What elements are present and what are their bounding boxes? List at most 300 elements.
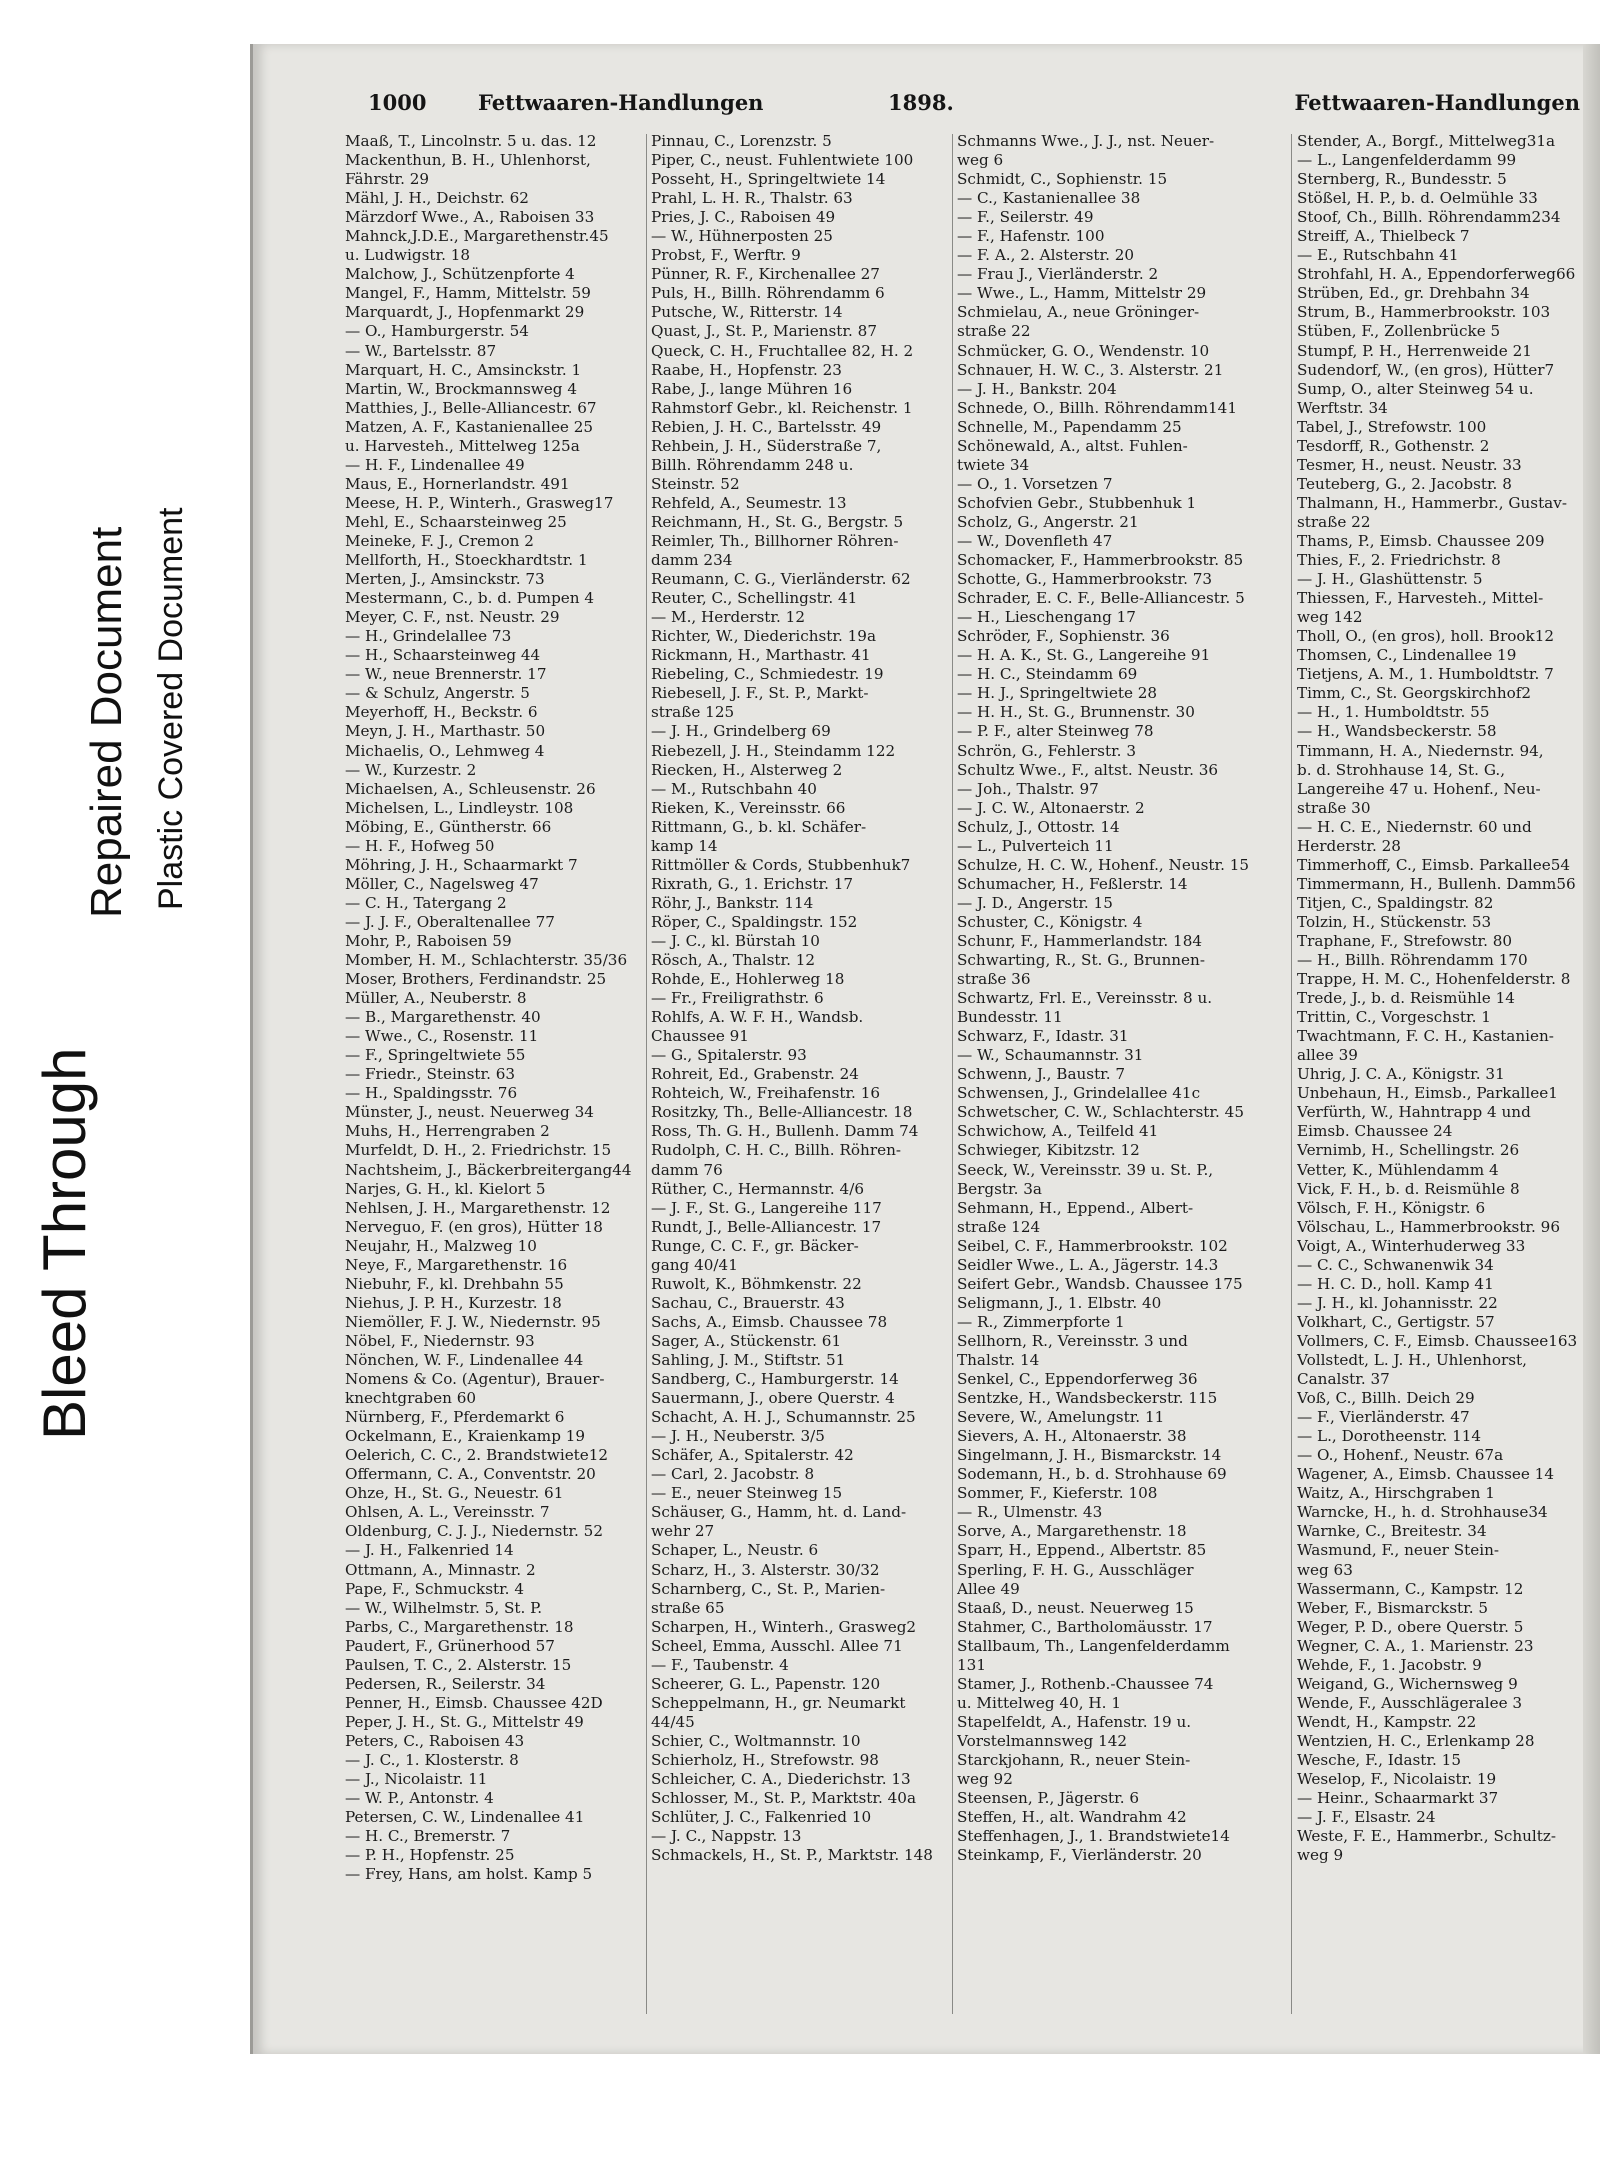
directory-entry: Severe, W., Amelungstr. 11 bbox=[957, 1408, 1165, 1427]
directory-entry: Seidler Wwe., L. A., Jägerstr. 14.3 bbox=[957, 1255, 1219, 1274]
directory-entry: Meineke, F. J., Cremon 2 bbox=[345, 531, 534, 550]
directory-entry: Wegner, C. A., 1. Marienstr. 23 bbox=[1297, 1636, 1534, 1655]
directory-entry: Rehfeld, A., Seumestr. 13 bbox=[651, 493, 847, 512]
directory-entry: Volkhart, C., Gertigstr. 57 bbox=[1297, 1312, 1495, 1331]
directory-entry: — F., Taubenstr. 4 bbox=[651, 1655, 789, 1674]
directory-entry: Sachau, C., Brauerstr. 43 bbox=[651, 1293, 845, 1312]
directory-entry: — C., Kastanienallee 38 bbox=[957, 189, 1141, 208]
directory-entry: Nachtsheim, J., Bäckerbreitergang44 bbox=[345, 1160, 632, 1179]
directory-entry: Schunr, F., Hammerlandstr. 184 bbox=[957, 931, 1203, 950]
directory-entry: Narjes, G. H., kl. Kielort 5 bbox=[345, 1179, 546, 1198]
directory-entry: Murfeldt, D. H., 2. Friedrichstr. 15 bbox=[345, 1141, 612, 1160]
directory-entry: Vorstelmannsweg 142 bbox=[957, 1731, 1128, 1750]
directory-entry: — C. H., Tatergang 2 bbox=[345, 893, 507, 912]
directory-entry: Rabe, J., lange Mühren 16 bbox=[651, 379, 853, 398]
directory-entry: — W., Bartelsstr. 87 bbox=[345, 341, 497, 360]
directory-entry: weg 92 bbox=[957, 1770, 1013, 1789]
directory-entry: Thalstr. 14 bbox=[957, 1351, 1040, 1369]
directory-entry: Stender, A., Borgf., Mittelweg31a bbox=[1297, 132, 1556, 150]
directory-entry: Senkel, C., Eppendorferweg 36 bbox=[957, 1370, 1198, 1389]
directory-entry: Sellhorn, R., Vereinsstr. 3 und bbox=[957, 1331, 1188, 1350]
directory-entry: Trittin, C., Vorgeschstr. 1 bbox=[1297, 1008, 1491, 1027]
directory-entry: Parbs, C., Margarethenstr. 18 bbox=[345, 1617, 574, 1636]
directory-entry: Stumpf, P. H., Herrenweide 21 bbox=[1297, 341, 1532, 360]
directory-entry: Scharz, H., 3. Alsterstr. 30/32 bbox=[651, 1560, 880, 1579]
directory-entry: — Frey, Hans, am holst. Kamp 5 bbox=[345, 1865, 593, 1884]
directory-entry: 44/45 bbox=[651, 1712, 695, 1731]
directory-entry: Weigand, G., Wichernsweg 9 bbox=[1297, 1674, 1518, 1693]
directory-column-1 bbox=[345, 132, 663, 1884]
directory-entry: Rahmstorf Gebr., kl. Reichenstr. 1 bbox=[651, 398, 913, 417]
directory-entry: Maus, E., Hornerlandstr. 491 bbox=[345, 474, 570, 493]
directory-entry: Stamer, J., Rothenb.-Chaussee 74 bbox=[957, 1674, 1214, 1693]
directory-entry: gang 40/41 bbox=[651, 1255, 738, 1274]
directory-entry: Sommer, F., Kieferstr. 108 bbox=[957, 1484, 1158, 1503]
directory-entry: Sahling, J. M., Stiftstr. 51 bbox=[651, 1351, 846, 1369]
directory-entry: Schulz, J., Ottostr. 14 bbox=[957, 817, 1120, 836]
directory-entry: Raabe, H., Hopfenstr. 23 bbox=[651, 360, 842, 379]
directory-entry: Mähl, J. H., Deichstr. 62 bbox=[345, 189, 529, 208]
directory-entry: Scholz, G., Angerstr. 21 bbox=[957, 512, 1139, 531]
directory-entry: — H. F., Hofweg 50 bbox=[345, 836, 495, 855]
directory-entry: Trappe, H. M. C., Hohenfelderstr. 8 bbox=[1297, 970, 1571, 989]
directory-entry: Pünner, R. F., Kirchenallee 27 bbox=[651, 265, 880, 284]
directory-entry: — Friedr., Steinstr. 63 bbox=[345, 1065, 516, 1084]
directory-entry: — Carl, 2. Jacobstr. 8 bbox=[651, 1465, 815, 1484]
directory-entry: Rittmöller & Cords, Stubbenhuk7 bbox=[651, 855, 911, 874]
directory-entry: — & Schulz, Angerstr. 5 bbox=[345, 684, 530, 703]
directory-entry: Steffenhagen, J., 1. Brandstwiete14 bbox=[957, 1827, 1230, 1846]
directory-entry: — Heinr., Schaarmarkt 37 bbox=[1297, 1789, 1499, 1808]
directory-entry: Nerveguo, F. (en gros), Hütter 18 bbox=[345, 1217, 603, 1236]
directory-entry: Pedersen, R., Seilerstr. 34 bbox=[345, 1674, 546, 1693]
header-year: 1898. bbox=[888, 90, 954, 115]
directory-entry: Schotte, G., Hammerbrookstr. 73 bbox=[957, 570, 1213, 589]
directory-entry: Reuter, C., Schellingstr. 41 bbox=[651, 589, 858, 608]
directory-entry: Rieken, K., Vereinsstr. 66 bbox=[651, 798, 846, 817]
directory-entry: — J. F., Elsastr. 24 bbox=[1297, 1808, 1436, 1827]
directory-entry: Möhring, J. H., Schaarmarkt 7 bbox=[345, 855, 578, 874]
directory-entry: Fährstr. 29 bbox=[345, 170, 430, 189]
directory-entry: — W., Schaumannstr. 31 bbox=[957, 1046, 1144, 1065]
directory-entry: — H. C. D., holl. Kamp 41 bbox=[1297, 1274, 1494, 1293]
directory-entry: Stallbaum, Th., Langenfelderdamm bbox=[957, 1636, 1230, 1655]
page-edge bbox=[1583, 44, 1600, 2054]
page-header bbox=[368, 90, 1580, 122]
directory-entry: weg 6 bbox=[957, 151, 1004, 170]
directory-entry: Rösch, A., Thalstr. 12 bbox=[651, 951, 816, 970]
directory-entry: Meyer, C. F., nst. Neustr. 29 bbox=[345, 608, 560, 627]
directory-entry: Sodemann, H., b. d. Strohhause 69 bbox=[957, 1465, 1227, 1484]
directory-entry: — H. C. E., Niedernstr. 60 und bbox=[1297, 817, 1532, 836]
directory-entry: knechtgraben 60 bbox=[345, 1389, 477, 1408]
bleed-through-label: Bleed Through bbox=[31, 1047, 98, 1440]
directory-entry: Schönewald, A., altst. Fuhlen- bbox=[957, 436, 1188, 455]
directory-entry: straße 124 bbox=[957, 1217, 1041, 1236]
directory-entry: Ross, Th. G. H., Bullenh. Damm 74 bbox=[651, 1122, 919, 1141]
directory-entry: Stüben, F., Zollenbrücke 5 bbox=[1297, 322, 1501, 341]
directory-entry: Rickmann, H., Marthastr. 41 bbox=[651, 646, 871, 665]
column-divider bbox=[1291, 134, 1292, 2014]
directory-entry: Reimler, Th., Billhorner Röhren- bbox=[651, 531, 899, 550]
directory-entry: Schuster, C., Königstr. 4 bbox=[957, 912, 1143, 931]
directory-entry: Paudert, F., Grünerhood 57 bbox=[345, 1636, 555, 1655]
directory-entry: Michaelsen, A., Schleusenstr. 26 bbox=[345, 779, 596, 798]
directory-entry: Ohze, H., St. G., Neuestr. 61 bbox=[345, 1484, 564, 1503]
directory-entry: — H. H., St. G., Brunnenstr. 30 bbox=[957, 703, 1195, 722]
directory-entry: Scheerer, G. L., Papenstr. 120 bbox=[651, 1674, 881, 1693]
directory-entry: Puls, H., Billh. Röhrendamm 6 bbox=[651, 284, 885, 303]
directory-entry: Uhrig, J. C. A., Königstr. 31 bbox=[1297, 1065, 1505, 1084]
directory-entry: Singelmann, J. H., Bismarckstr. 14 bbox=[957, 1446, 1222, 1465]
directory-entry: Völschau, L., Hammerbrookstr. 96 bbox=[1297, 1217, 1561, 1236]
directory-entry: Rohlfs, A. W. F. H., Wandsb. bbox=[651, 1008, 864, 1027]
directory-entry: Schierholz, H., Strefowstr. 98 bbox=[651, 1750, 879, 1769]
directory-entry: straße 125 bbox=[651, 703, 735, 722]
directory-entry: Schäuser, G., Hamm, ht. d. Land- bbox=[651, 1503, 907, 1522]
directory-entry: Richter, W., Diederichstr. 19a bbox=[651, 627, 877, 646]
directory-entry: Probst, F., Werftr. 9 bbox=[651, 246, 801, 265]
directory-entry: Seibel, C. F., Hammerbrookstr. 102 bbox=[957, 1236, 1228, 1255]
directory-entry: Tabel, J., Strefowstr. 100 bbox=[1297, 417, 1487, 436]
directory-entry: Möller, C., Nagelsweg 47 bbox=[345, 874, 539, 893]
directory-entry: Schrader, E. C. F., Belle-Alliancestr. 5 bbox=[957, 589, 1245, 608]
directory-entry: Matzen, A. F., Kastanienallee 25 bbox=[345, 417, 594, 436]
directory-entry: Sauermann, J., obere Querstr. 4 bbox=[651, 1389, 895, 1408]
directory-entry: Weste, F. E., Hammerbr., Schultz- bbox=[1297, 1827, 1557, 1846]
directory-entry: Meese, H. P., Winterh., Grasweg17 bbox=[345, 493, 614, 512]
directory-entry: Steensen, P., Jägerstr. 6 bbox=[957, 1789, 1140, 1808]
directory-entry: b. d. Strohhause 14, St. G., bbox=[1297, 760, 1506, 779]
directory-entry: — F., Vierländerstr. 47 bbox=[1297, 1408, 1470, 1427]
directory-entry: Wassermann, C., Kampstr. 12 bbox=[1297, 1579, 1524, 1598]
directory-entry: Oelerich, C. C., 2. Brandstwiete12 bbox=[345, 1446, 609, 1465]
directory-entry: Pape, F., Schmuckstr. 4 bbox=[345, 1579, 524, 1598]
directory-entry: Vetter, K., Mühlendamm 4 bbox=[1297, 1160, 1499, 1179]
directory-entry: Malchow, J., Schützenpforte 4 bbox=[345, 265, 575, 284]
directory-column-4 bbox=[1297, 132, 1600, 1865]
directory-entry: Schlosser, M., St. P., Marktstr. 40a bbox=[651, 1789, 917, 1808]
directory-entry: — W., Wilhelmstr. 5, St. P. bbox=[345, 1598, 543, 1617]
directory-entry: straße 30 bbox=[1297, 798, 1371, 817]
directory-entry: — L., Dorotheenstr. 114 bbox=[1297, 1427, 1482, 1446]
directory-entry: Offermann, C. A., Conventstr. 20 bbox=[345, 1465, 596, 1484]
directory-entry: Mellforth, H., Stoeckhardtstr. 1 bbox=[345, 551, 588, 570]
directory-entry: Unbehaun, H., Eimsb., Parkallee1 bbox=[1297, 1084, 1558, 1103]
directory-entry: Chaussee 91 bbox=[651, 1027, 749, 1046]
directory-entry: — H. J., Springeltwiete 28 bbox=[957, 684, 1158, 703]
directory-entry: Müller, A., Neuberstr. 8 bbox=[345, 989, 527, 1008]
directory-entry: wehr 27 bbox=[651, 1522, 715, 1541]
directory-entry: Trede, J., b. d. Reismühle 14 bbox=[1297, 989, 1515, 1008]
directory-entry: Schumacher, H., Feßlerstr. 14 bbox=[957, 874, 1188, 893]
directory-entry: — R., Zimmerpforte 1 bbox=[957, 1312, 1125, 1331]
directory-entry: Michaelis, O., Lehmweg 4 bbox=[345, 741, 545, 760]
directory-entry: Putsche, W., Ritterstr. 14 bbox=[651, 303, 843, 322]
directory-entry: Mehl, E., Schaarsteinweg 25 bbox=[345, 512, 567, 531]
directory-entry: Bundesstr. 11 bbox=[957, 1008, 1063, 1027]
directory-entry: Steinkamp, F., Vierländerstr. 20 bbox=[957, 1846, 1202, 1865]
directory-entry: Rebien, J. H. C., Bartelsstr. 49 bbox=[651, 417, 882, 436]
directory-entry: Strohfahl, H. A., Eppendorferweg66 bbox=[1297, 265, 1576, 284]
directory-entry: Nomens & Co. (Agentur), Brauer- bbox=[345, 1370, 605, 1389]
directory-entry: Schomacker, F., Hammerbrookstr. 85 bbox=[957, 551, 1244, 570]
directory-entry: Thiessen, F., Harvesteh., Mittel- bbox=[1297, 589, 1544, 608]
directory-entry: u. Ludwigstr. 18 bbox=[345, 246, 471, 265]
directory-entry: Pries, J. C., Raboisen 49 bbox=[651, 208, 836, 227]
directory-entry: Oldenburg, C. J. J., Niedernstr. 52 bbox=[345, 1522, 603, 1541]
directory-entry: — Wwe., C., Rosenstr. 11 bbox=[345, 1027, 539, 1046]
directory-entry: — H., Spaldingsstr. 76 bbox=[345, 1084, 518, 1103]
directory-entry: — E., Rutschbahn 41 bbox=[1297, 246, 1459, 265]
directory-entry: weg 142 bbox=[1297, 608, 1363, 627]
directory-entry: Sperling, F. H. G., Ausschläger bbox=[957, 1560, 1194, 1579]
directory-entry: straße 22 bbox=[957, 322, 1031, 341]
directory-entry: Teuteberg, G., 2. Jacobstr. 8 bbox=[1297, 474, 1512, 493]
directory-entry: — J. C., Nappstr. 13 bbox=[651, 1827, 802, 1846]
directory-entry: — H., Grindelallee 73 bbox=[345, 627, 512, 646]
directory-column-2 bbox=[651, 132, 969, 1865]
directory-entry: Meyn, J. H., Marthastr. 50 bbox=[345, 722, 546, 741]
directory-entry: — M., Herderstr. 12 bbox=[651, 608, 805, 627]
directory-entry: Thams, P., Eimsb. Chaussee 209 bbox=[1297, 531, 1545, 550]
directory-entry: Eimsb. Chaussee 24 bbox=[1297, 1122, 1453, 1141]
directory-entry: Meyerhoff, H., Beckstr. 6 bbox=[345, 703, 538, 722]
directory-entry: kamp 14 bbox=[651, 836, 718, 855]
directory-entry: Nönchen, W. F., Lindenallee 44 bbox=[345, 1351, 584, 1369]
directory-entry: Märzdorf Wwe., A., Raboisen 33 bbox=[345, 208, 595, 227]
directory-entry: Weselop, F., Nicolaistr. 19 bbox=[1297, 1770, 1497, 1789]
directory-entry: Timm, C., St. Georgskirchhof2 bbox=[1297, 684, 1532, 703]
directory-entry: Wesche, F., Idastr. 15 bbox=[1297, 1750, 1461, 1769]
directory-entry: Voß, C., Billh. Deich 29 bbox=[1297, 1389, 1475, 1408]
directory-entry: straße 36 bbox=[957, 970, 1031, 989]
directory-entry: Rohreit, Ed., Grabenstr. 24 bbox=[651, 1065, 859, 1084]
directory-entry: Weger, P. D., obere Querstr. 5 bbox=[1297, 1617, 1524, 1636]
directory-entry: Thomsen, C., Lindenallee 19 bbox=[1297, 646, 1517, 665]
directory-entry: 131 bbox=[957, 1655, 986, 1674]
directory-entry: Schmanns Wwe., J. J., nst. Neuer- bbox=[957, 132, 1215, 150]
directory-entry: Werftstr. 34 bbox=[1297, 398, 1388, 417]
directory-entry: Twachtmann, F. C. H., Kastanien- bbox=[1297, 1027, 1554, 1046]
directory-entry: Vick, F. H., b. d. Reismühle 8 bbox=[1297, 1179, 1520, 1198]
directory-entry: Stößel, H. P., b. d. Oelmühle 33 bbox=[1297, 189, 1538, 208]
directory-entry: Wehde, F., 1. Jacobstr. 9 bbox=[1297, 1655, 1482, 1674]
directory-entry: Nöbel, F., Niedernstr. 93 bbox=[345, 1331, 535, 1350]
directory-entry: — O., 1. Vorsetzen 7 bbox=[957, 474, 1113, 493]
directory-entry: Schaper, L., Neustr. 6 bbox=[651, 1541, 819, 1560]
directory-entry: Sager, A., Stückenstr. 61 bbox=[651, 1331, 842, 1350]
directory-entry: Michelsen, L., Lindleystr. 108 bbox=[345, 798, 574, 817]
directory-entry: Prahl, L. H. R., Thalstr. 63 bbox=[651, 189, 853, 208]
directory-entry: Schmielau, A., neue Gröninger- bbox=[957, 303, 1200, 322]
directory-entry: u. Mittelweg 40, H. 1 bbox=[957, 1693, 1121, 1712]
directory-entry: Posseht, H., Springeltwiete 14 bbox=[651, 170, 886, 189]
directory-entry: — J. C. W., Altonaerstr. 2 bbox=[957, 798, 1145, 817]
directory-entry: Tesdorff, R., Gothenstr. 2 bbox=[1297, 436, 1490, 455]
directory-entry: Sorve, A., Margarethenstr. 18 bbox=[957, 1522, 1187, 1541]
directory-entry: — J. H., Glashüttenstr. 5 bbox=[1297, 570, 1483, 589]
directory-entry: Rositzky, Th., Belle-Alliancestr. 18 bbox=[651, 1103, 913, 1122]
directory-entry: Voigt, A., Winterhuderweg 33 bbox=[1297, 1236, 1526, 1255]
directory-entry: — H., Billh. Röhrendamm 170 bbox=[1297, 951, 1528, 970]
directory-entry: — H. F., Lindenallee 49 bbox=[345, 455, 525, 474]
directory-entry: Wentzien, H. C., Erlenkamp 28 bbox=[1297, 1731, 1535, 1750]
directory-entry: Starckjohann, R., neuer Stein- bbox=[957, 1750, 1191, 1769]
directory-entry: weg 9 bbox=[1297, 1846, 1344, 1865]
directory-entry: Niebuhr, F., kl. Drehbahn 55 bbox=[345, 1274, 564, 1293]
directory-entry: Völsch, F. H., Königstr. 6 bbox=[1297, 1198, 1486, 1217]
directory-entry: — P. H., Hopfenstr. 25 bbox=[345, 1846, 515, 1865]
directory-entry: Wasmund, F., neuer Stein- bbox=[1297, 1541, 1500, 1560]
directory-entry: Scheel, Emma, Ausschl. Allee 71 bbox=[651, 1636, 903, 1655]
directory-entry: — L., Langenfelderdamm 99 bbox=[1297, 151, 1517, 170]
directory-entry: Schulze, H. C. W., Hohenf., Neustr. 15 bbox=[957, 855, 1250, 874]
directory-entry: Seifert Gebr., Wandsb. Chaussee 175 bbox=[957, 1274, 1243, 1293]
directory-entry: — O., Hamburgerstr. 54 bbox=[345, 322, 529, 341]
directory-entry: Rudolph, C. H. C., Billh. Röhren- bbox=[651, 1141, 901, 1160]
directory-entry: Moser, Brothers, Ferdinandstr. 25 bbox=[345, 970, 607, 989]
directory-entry: Thalmann, H., Hammerbr., Gustav- bbox=[1297, 493, 1567, 512]
scanned-page bbox=[250, 44, 1600, 2054]
directory-entry: Schacht, A. H. J., Schumannstr. 25 bbox=[651, 1408, 916, 1427]
plastic-covered-label: Plastic Covered Document bbox=[152, 507, 190, 910]
directory-entry: Sievers, A. H., Altonaerstr. 38 bbox=[957, 1427, 1187, 1446]
directory-entry: — H., 1. Humboldtstr. 55 bbox=[1297, 703, 1490, 722]
directory-entry: twiete 34 bbox=[957, 455, 1030, 474]
directory-entry: — O., Hohenf., Neustr. 67a bbox=[1297, 1446, 1504, 1465]
directory-entry: Waitz, A., Hirschgraben 1 bbox=[1297, 1484, 1495, 1503]
directory-entry: Schwichow, A., Teilfeld 41 bbox=[957, 1122, 1159, 1141]
directory-entry: Canalstr. 37 bbox=[1297, 1370, 1390, 1389]
directory-entry: weg 63 bbox=[1297, 1560, 1353, 1579]
directory-entry: Rehbein, J. H., Süderstraße 7, bbox=[651, 436, 882, 455]
directory-entry: Nehlsen, J. H., Margarethenstr. 12 bbox=[345, 1198, 611, 1217]
directory-entry: — J. H., kl. Johannisstr. 22 bbox=[1297, 1293, 1498, 1312]
directory-entry: Vollstedt, L. J. H., Uhlenhorst, bbox=[1297, 1351, 1527, 1369]
directory-entry: Riebezell, J. H., Steindamm 122 bbox=[651, 741, 896, 760]
directory-entry: — B., Margarethenstr. 40 bbox=[345, 1008, 541, 1027]
directory-entry: — Wwe., L., Hamm, Mittelstr 29 bbox=[957, 284, 1207, 303]
directory-entry: — H. C., Bremerstr. 7 bbox=[345, 1827, 511, 1846]
directory-entry: Mahnck,J.D.E., Margarethenstr.45 bbox=[345, 227, 609, 246]
directory-entry: Martin, W., Brockmannsweg 4 bbox=[345, 379, 577, 398]
directory-entry: Ruwolt, K., Böhmkenstr. 22 bbox=[651, 1274, 862, 1293]
directory-entry: — P. F., alter Steinweg 78 bbox=[957, 722, 1154, 741]
directory-entry: — G., Spitalerstr. 93 bbox=[651, 1046, 807, 1065]
directory-entry: Rüther, C., Hermannstr. 4/6 bbox=[651, 1179, 864, 1198]
directory-entry: — F. A., 2. Alsterstr. 20 bbox=[957, 246, 1135, 265]
directory-entry: Schmackels, H., St. P., Marktstr. 148 bbox=[651, 1846, 933, 1865]
directory-entry: Schwieger, Kibitzstr. 12 bbox=[957, 1141, 1140, 1160]
directory-entry: Thies, F., 2. Friedrichstr. 8 bbox=[1297, 551, 1501, 570]
directory-entry: straße 65 bbox=[651, 1598, 725, 1617]
directory-entry: Sump, O., alter Steinweg 54 u. bbox=[1297, 379, 1534, 398]
directory-entry: Timmerhoff, C., Eimsb. Parkallee54 bbox=[1297, 855, 1571, 874]
directory-entry: — J. H., Grindelberg 69 bbox=[651, 722, 831, 741]
directory-entry: damm 234 bbox=[651, 551, 733, 570]
directory-entry: — E., neuer Steinweg 15 bbox=[651, 1484, 843, 1503]
directory-entry: Timmann, H. A., Niedernstr. 94, bbox=[1297, 741, 1544, 760]
directory-entry: — F., Seilerstr. 49 bbox=[957, 208, 1094, 227]
directory-entry: Quast, J., St. P., Marienstr. 87 bbox=[651, 322, 877, 341]
directory-entry: Verfürth, W., Hahntrapp 4 und bbox=[1297, 1103, 1531, 1122]
directory-entry: Sudendorf, W., (en gros), Hütter7 bbox=[1297, 360, 1555, 379]
directory-entry: — W. P., Antonstr. 4 bbox=[345, 1789, 494, 1808]
directory-entry: Ohlsen, A. L., Vereinsstr. 7 bbox=[345, 1503, 550, 1522]
directory-entry: Schnauer, H. W. C., 3. Alsterstr. 21 bbox=[957, 360, 1224, 379]
directory-entry: Pinnau, C., Lorenzstr. 5 bbox=[651, 132, 832, 150]
directory-entry: Marquart, H. C., Amsinckstr. 1 bbox=[345, 360, 582, 379]
directory-entry: — M., Rutschbahn 40 bbox=[651, 779, 817, 798]
directory-entry: — J. H., Falkenried 14 bbox=[345, 1541, 514, 1560]
directory-entry: Rohde, E., Hohlerweg 18 bbox=[651, 970, 845, 989]
directory-entry: Weber, F., Bismarckstr. 5 bbox=[1297, 1598, 1489, 1617]
directory-entry: Riecken, H., Alsterweg 2 bbox=[651, 760, 843, 779]
directory-entry: Peper, J. H., St. G., Mittelstr 49 bbox=[345, 1712, 584, 1731]
directory-entry: — F., Hafenstr. 100 bbox=[957, 227, 1105, 246]
directory-entry: — J. D., Angerstr. 15 bbox=[957, 893, 1113, 912]
directory-entry: Rohteich, W., Freihafenstr. 16 bbox=[651, 1084, 881, 1103]
directory-entry: Münster, J., neust. Neuerweg 34 bbox=[345, 1103, 594, 1122]
directory-entry: Warnke, C., Breitestr. 34 bbox=[1297, 1522, 1487, 1541]
directory-entry: Scharnberg, C., St. P., Marien- bbox=[651, 1579, 886, 1598]
directory-entry: Schofvien Gebr., Stubbenhuk 1 bbox=[957, 493, 1197, 512]
directory-entry: Scheppelmann, H., gr. Neumarkt bbox=[651, 1693, 906, 1712]
scan-margin bbox=[0, 0, 250, 2177]
directory-entry: Schmidt, C., Sophienstr. 15 bbox=[957, 170, 1168, 189]
directory-entry: — J. C., 1. Klosterstr. 8 bbox=[345, 1750, 519, 1769]
directory-entry: Schröder, F., Sophienstr. 36 bbox=[957, 627, 1170, 646]
directory-entry: Piper, C., neust. Fuhlentwiete 100 bbox=[651, 151, 914, 170]
directory-entry: Vernimb, H., Schellingstr. 26 bbox=[1297, 1141, 1520, 1160]
directory-entry: — Frau J., Vierländerstr. 2 bbox=[957, 265, 1159, 284]
directory-entry: — R., Ulmenstr. 43 bbox=[957, 1503, 1103, 1522]
directory-entry: Neye, F., Margarethenstr. 16 bbox=[345, 1255, 568, 1274]
directory-entry: Mohr, P., Raboisen 59 bbox=[345, 931, 512, 950]
directory-entry: — J. C., kl. Bürstah 10 bbox=[651, 931, 820, 950]
directory-entry: Tietjens, A. M., 1. Humboldtstr. 7 bbox=[1297, 665, 1554, 684]
directory-entry: — W., Dovenfleth 47 bbox=[957, 531, 1113, 550]
directory-entry: Traphane, F., Strefowstr. 80 bbox=[1297, 931, 1513, 950]
directory-entry: Röhr, J., Bankstr. 114 bbox=[651, 893, 814, 912]
directory-entry: Mackenthun, B. H., Uhlenhorst, bbox=[345, 151, 591, 170]
directory-entry: Niehus, J. P. H., Kurzestr. 18 bbox=[345, 1293, 562, 1312]
directory-entry: Riebeling, C., Schmiedestr. 19 bbox=[651, 665, 884, 684]
directory-entry: Schwartz, Frl. E., Vereinsstr. 8 u. bbox=[957, 989, 1213, 1008]
directory-entry: Schleicher, C. A., Diederichstr. 13 bbox=[651, 1770, 911, 1789]
header-right-title: Fettwaaren-Handlungen bbox=[1294, 90, 1580, 115]
directory-entry: Stahmer, C., Bartholomäusstr. 17 bbox=[957, 1617, 1213, 1636]
directory-entry: — J. H., Neuberstr. 3/5 bbox=[651, 1427, 825, 1446]
directory-entry: Schwetscher, C. W., Schlachterstr. 45 bbox=[957, 1103, 1244, 1122]
directory-entry: Strum, B., Hammerbrookstr. 103 bbox=[1297, 303, 1551, 322]
directory-entry: — H., Wandsbeckerstr. 58 bbox=[1297, 722, 1497, 741]
directory-entry: — C. C., Schwanenwik 34 bbox=[1297, 1255, 1494, 1274]
directory-entry: Reumann, C. G., Vierländerstr. 62 bbox=[651, 570, 911, 589]
directory-entry: Bergstr. 3a bbox=[957, 1179, 1042, 1198]
repaired-document-label: Repaired Document bbox=[82, 526, 131, 918]
directory-entry: Sandberg, C., Hamburgerstr. 14 bbox=[651, 1370, 899, 1389]
directory-entry: Maaß, T., Lincolnstr. 5 u. das. 12 bbox=[345, 132, 597, 150]
directory-entry: Tholl, O., (en gros), holl. Brook12 bbox=[1297, 627, 1555, 646]
directory-entry: Wagener, A., Eimsb. Chaussee 14 bbox=[1297, 1465, 1554, 1484]
directory-entry: allee 39 bbox=[1297, 1046, 1358, 1065]
directory-entry: Schwensen, J., Grindelallee 41c bbox=[957, 1084, 1201, 1103]
directory-entry: Strüben, Ed., gr. Drehbahn 34 bbox=[1297, 284, 1530, 303]
directory-entry: Stapelfeldt, A., Hafenstr. 19 u. bbox=[957, 1712, 1192, 1731]
directory-entry: — W., Kurzestr. 2 bbox=[345, 760, 477, 779]
